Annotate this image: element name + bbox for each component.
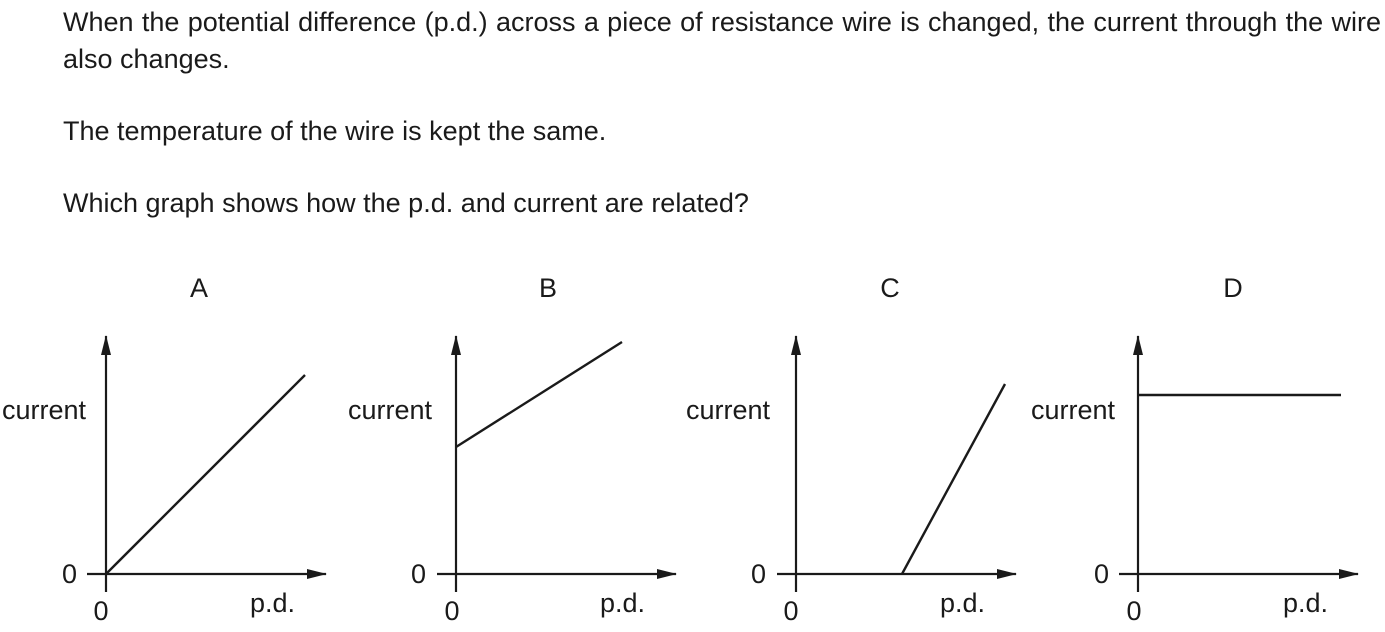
graph-a-xlabel: p.d.: [250, 588, 296, 618]
graph-c-xlabel: p.d.: [940, 588, 986, 618]
question-line-1: When the potential difference (p.d.) across a piece of resistance wire is changed, the current through the wire also changes.: [63, 7, 1381, 74]
graph-a-ylabel: current: [2, 395, 87, 425]
graph-d-xlabel: p.d.: [1283, 588, 1329, 618]
graph-c-origin-x: 0: [783, 596, 799, 626]
question-line-3: Which graph shows how the p.d. and current are related?: [63, 188, 749, 218]
graph-b-origin-y: 0: [411, 559, 427, 589]
graph-a-letter: A: [189, 273, 209, 303]
graph-d-origin-y: 0: [1094, 559, 1110, 589]
graph-a: [2, 273, 326, 626]
graph-a-origin-x: 0: [93, 596, 109, 626]
graph-a-line: [106, 375, 305, 574]
graph-c-letter: C: [880, 273, 900, 303]
graph-b-ylabel: current: [348, 395, 433, 425]
graph-d-origin-x: 0: [1126, 596, 1142, 626]
graph-b-xlabel: p.d.: [600, 588, 646, 618]
graph-a-origin-y: 0: [62, 559, 78, 589]
graph-c: [686, 273, 1016, 626]
question-line-2: The temperature of the wire is kept the same.: [63, 116, 607, 146]
graph-b-origin-x: 0: [444, 596, 460, 626]
graph-c-origin-y: 0: [751, 559, 767, 589]
graph-c-ylabel: current: [686, 395, 771, 425]
graph-d: [1031, 273, 1358, 626]
graph-b-letter: B: [538, 273, 558, 303]
graph-d-letter: D: [1223, 273, 1243, 303]
graph-c-line: [902, 384, 1005, 574]
graph-b: [348, 273, 676, 626]
graph-b-line: [456, 342, 622, 447]
graph-d-ylabel: current: [1031, 395, 1116, 425]
